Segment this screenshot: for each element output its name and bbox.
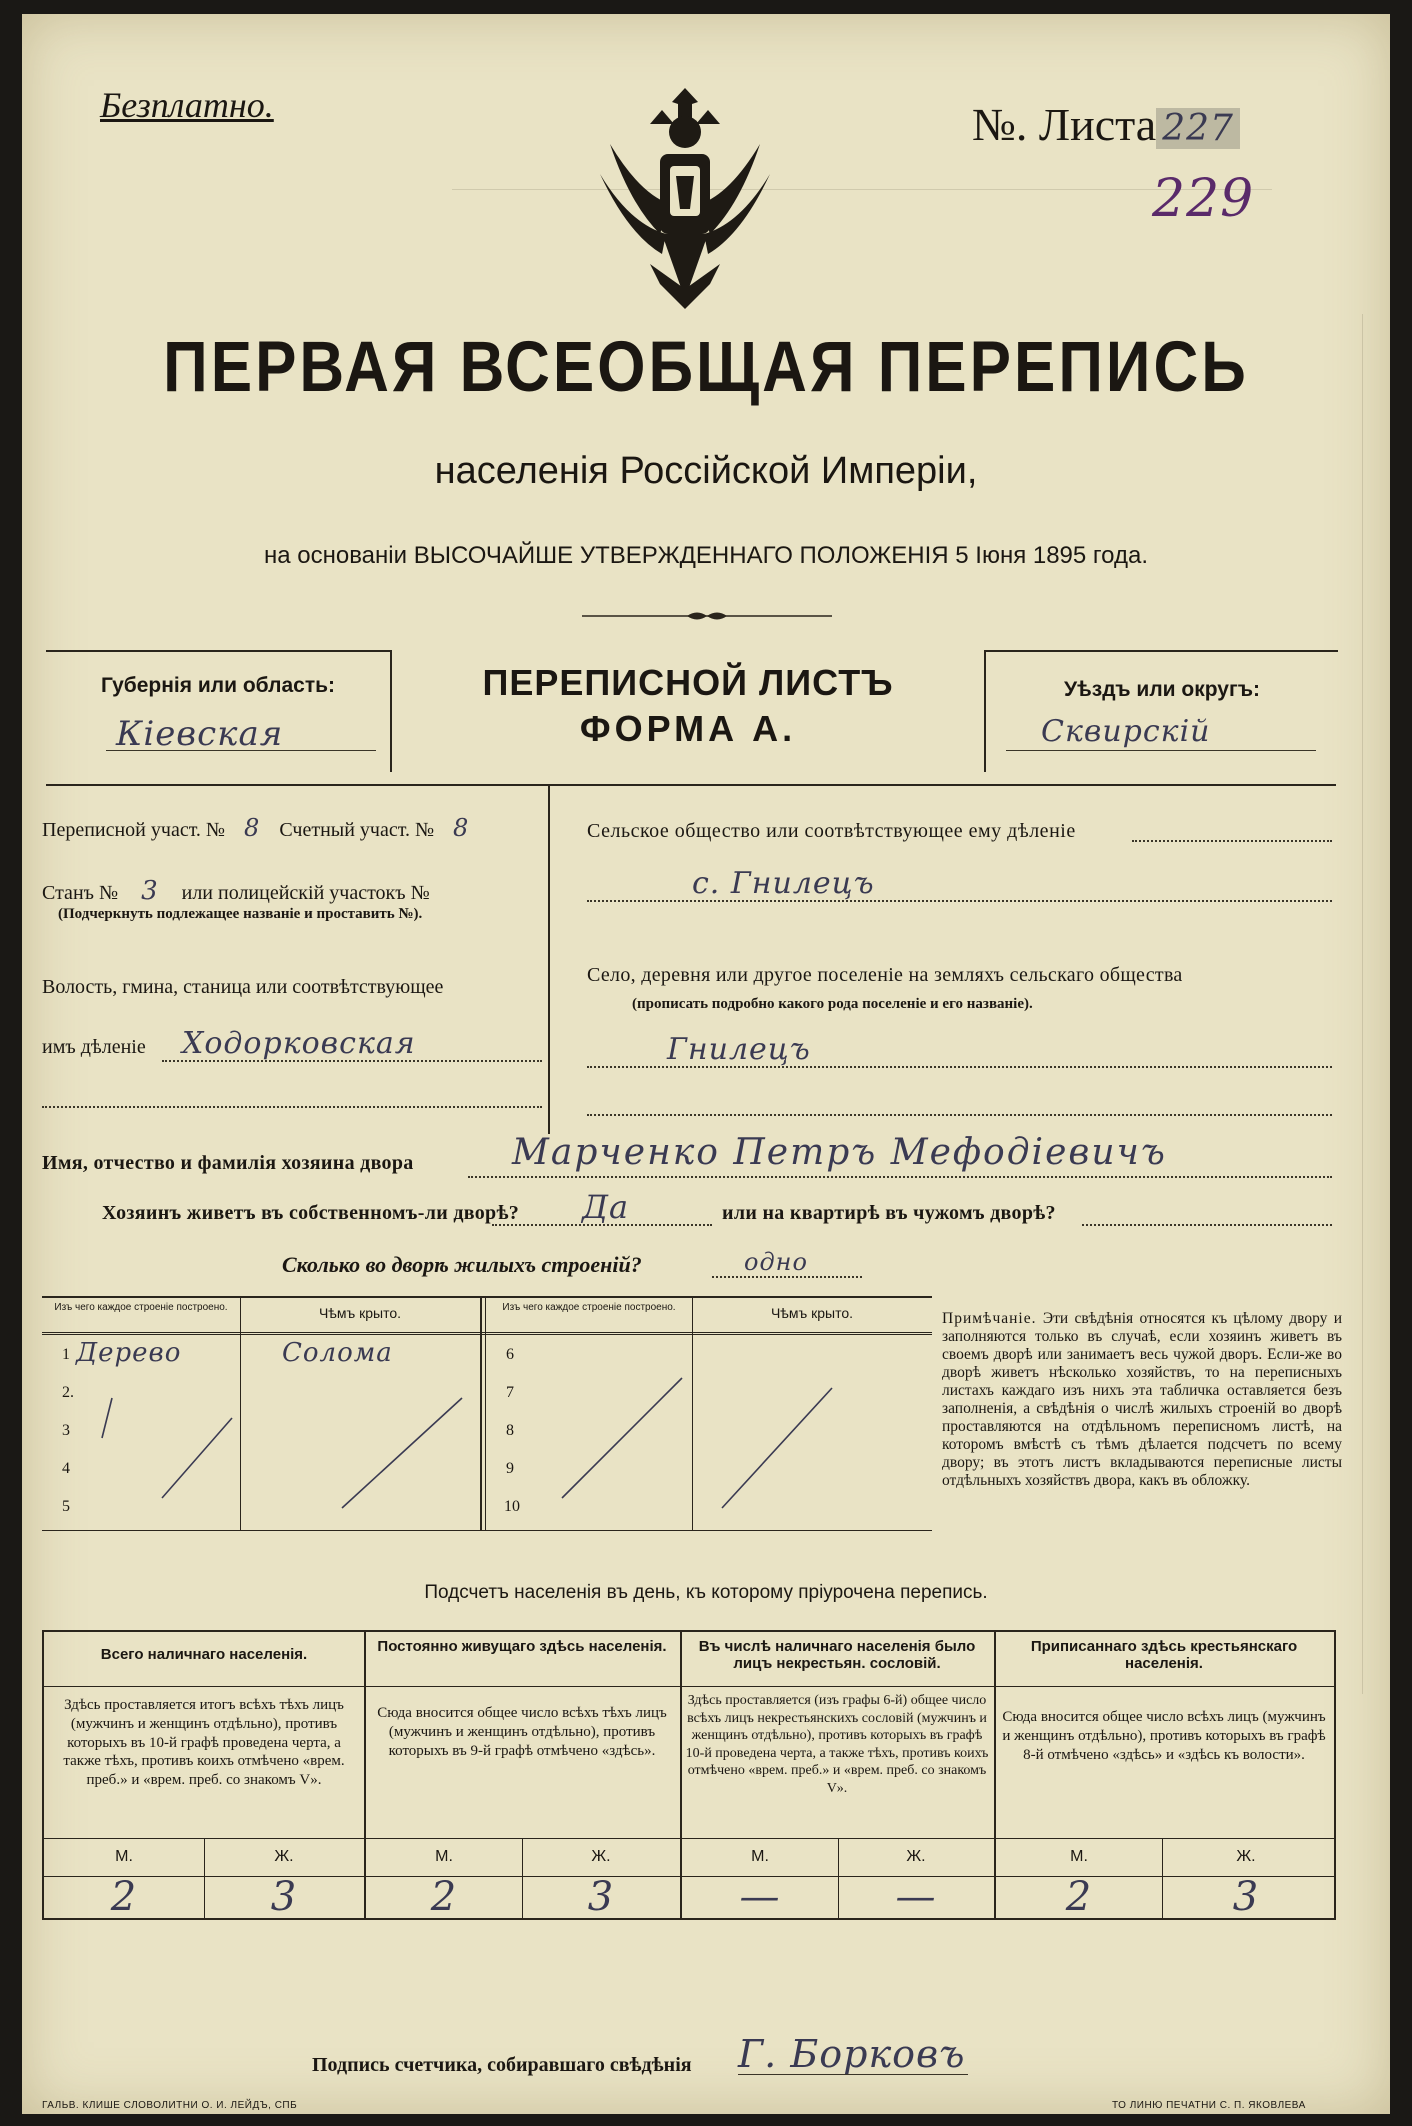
group-desc: Сюда вносится общее число всѣхъ тѣхъ лицъ (мужчинъ и женщинъ отдѣльно), противъ которыхъ въ 9-й графѣ отмѣчено «здѣсь». bbox=[377, 1705, 667, 1759]
form-title-box bbox=[392, 650, 984, 770]
buildings-value: одно bbox=[744, 1248, 808, 1276]
sheet-number-hand: 229 bbox=[1152, 169, 1255, 229]
free-label: Безплатно. bbox=[100, 85, 274, 125]
male-value: 2 bbox=[110, 1874, 138, 1920]
owner-underline bbox=[468, 1176, 1332, 1178]
row-number: 8 bbox=[506, 1422, 514, 1439]
village-underline bbox=[587, 1066, 1332, 1068]
bleed-through bbox=[452, 189, 1272, 329]
group-desc: Здѣсь проставляется итогъ всѣхъ тѣхъ лицъ (мужчинъ и женщинъ отдѣльно), противъ которыхъ въ 10-й графѣ проведена черта, а также тѣхъ, противъ коихъ отмѣчено «врем. преб.» и «врем. преб. со знакомъ V». bbox=[63, 1697, 345, 1788]
village-underline-2 bbox=[587, 1114, 1332, 1116]
right-roof-head: Чѣмъ крыто. bbox=[770, 1305, 854, 1321]
row-number: 9 bbox=[506, 1460, 514, 1477]
sheet-number-label bbox=[972, 98, 1240, 151]
row-number: 2. bbox=[62, 1384, 74, 1401]
uezd-box bbox=[984, 650, 1338, 772]
signature-label: Подпись счетчика, собиравшаго свѣдѣнія bbox=[312, 2054, 692, 2076]
totals-head-rule bbox=[44, 1686, 1334, 1687]
totals-title: Подсчетъ населенія въ день, къ которому пріурочена перепись. bbox=[424, 1582, 988, 1603]
volost-label-2: имъ дѣленіе bbox=[42, 1036, 146, 1058]
owner-value: Марченко Петръ Мефодіевичъ bbox=[512, 1132, 1167, 1173]
female-value: 3 bbox=[1232, 1874, 1260, 1920]
group-head: Постоянно живущаго здѣсь населенія. bbox=[377, 1638, 667, 1655]
row-number: 4 bbox=[62, 1460, 70, 1477]
uezd-underline bbox=[1006, 750, 1316, 751]
census-district-label: Переписной участ. № bbox=[42, 819, 226, 841]
signature-underline bbox=[738, 2074, 968, 2075]
male-label: М. bbox=[1070, 1848, 1088, 1865]
form-type: ФОРМА А. bbox=[579, 708, 797, 749]
stan-label: Станъ № bbox=[42, 882, 119, 904]
right-material-head: Изъ чего каждое строеніе построено. bbox=[502, 1302, 676, 1313]
district-line bbox=[42, 814, 483, 842]
buildings-underline bbox=[712, 1276, 862, 1278]
group-head: Всего наличнаго населенія. bbox=[100, 1646, 308, 1663]
volost-label: Волость, гмина, станица или соотвѣтствующее bbox=[42, 976, 444, 998]
female-label: Ж. bbox=[1236, 1848, 1256, 1865]
stan-note: (Подчеркнуть подлежащее названіе и проставить №). bbox=[58, 906, 423, 922]
row-number: 5 bbox=[62, 1498, 70, 1515]
volost-underline-2 bbox=[42, 1106, 542, 1108]
gubernia-underline bbox=[106, 750, 376, 751]
count-district-value: 8 bbox=[453, 814, 470, 842]
volost-underline bbox=[162, 1060, 542, 1062]
female-label: Ж. bbox=[591, 1848, 611, 1865]
rented-label: или на квартирѣ въ чужомъ дворѣ? bbox=[722, 1202, 1056, 1224]
stan-value: 3 bbox=[141, 876, 159, 906]
village-label: Село, деревня или другое поселеніе на земляхъ сельскаго общества bbox=[587, 964, 1183, 986]
male-label: М. bbox=[435, 1848, 453, 1865]
ornament-divider bbox=[582, 608, 832, 622]
row-number: 7 bbox=[506, 1384, 514, 1401]
stan-line bbox=[42, 876, 430, 906]
census-district-value: 8 bbox=[244, 814, 261, 842]
gubernia-label: Губернія или область: bbox=[100, 674, 336, 697]
village-value: Гнилецъ bbox=[667, 1032, 811, 1067]
bleed-through-line bbox=[1362, 314, 1363, 1694]
left-roof-head: Чѣмъ крыто. bbox=[318, 1305, 402, 1321]
census-sheet bbox=[22, 14, 1390, 2114]
female-label: Ж. bbox=[274, 1848, 294, 1865]
totals-mf-rule bbox=[44, 1838, 1334, 1839]
female-label: Ж. bbox=[906, 1848, 926, 1865]
group-head: Приписаннаго здѣсь крестьянскаго населенія. bbox=[1030, 1638, 1298, 1672]
volost-value: Ходорковская bbox=[182, 1026, 416, 1061]
own-yard-label: Хозяинъ живетъ въ собственномъ-ли дворѣ? bbox=[102, 1202, 520, 1224]
totals-table bbox=[42, 1630, 1336, 1920]
row-number: 3 bbox=[62, 1422, 70, 1439]
row-material: Дерево bbox=[76, 1338, 182, 1368]
page-subtitle: населенія Россійской Имперіи, bbox=[434, 450, 978, 492]
female-value: 3 bbox=[587, 1874, 615, 1920]
gubernia-box bbox=[46, 650, 392, 772]
section-rule bbox=[46, 784, 1336, 786]
owner-label: Имя, отчество и фамилія хозяина двора bbox=[42, 1152, 414, 1174]
left-material-head: Изъ чего каждое строеніе построено. bbox=[54, 1302, 228, 1313]
buildings-table bbox=[42, 1296, 932, 1531]
note-text: Эти свѣдѣнія относятся къ цѣлому двору и заполняются только въ случаѣ, если хозяинъ живетъ въ своемъ дворѣ или занимаетъ весь чужой дворъ. Если-же во дворѣ живетъ нѣсколько хозяйствъ, то на переписныхъ листахъ каждаго изъ нихъ эта табличка оставляется безъ заполненія, а свѣдѣнія о числѣ жилыхъ строеній во дворѣ проставляются на отдѣльномъ переписномъ листѣ, на которомъ вмѣстѣ съ тѣмъ дѣлается подсчетъ по всему двору; въ этотъ листъ вкладываются переписные листы отдѣльныхъ хозяйствъ двора, какъ въ обложку. bbox=[942, 1310, 1343, 1489]
male-value: 2 bbox=[1065, 1874, 1093, 1920]
male-value: — bbox=[739, 1874, 781, 1920]
form-name: ПЕРЕПИСНОЙ ЛИСТЪ bbox=[482, 662, 894, 703]
row-number: 10 bbox=[504, 1498, 520, 1515]
group-head: Въ числѣ наличнаго населенія было лицъ некрестьян. сословій. bbox=[698, 1638, 976, 1672]
uezd-label: Уѣздъ или округъ: bbox=[1063, 678, 1261, 701]
page-title: ПЕРВАЯ ВСЕОБЩАЯ ПЕРЕПИСЬ bbox=[163, 327, 1249, 408]
gubernia-value: Кіевская bbox=[116, 714, 284, 754]
female-value: — bbox=[895, 1874, 937, 1920]
printer-right: ТО ЛИНЮ ПЕЧАТНИ С. П. ЯКОВЛЕВА bbox=[1112, 2100, 1306, 2111]
rented-underline bbox=[1082, 1224, 1332, 1226]
note-lead: Примѣчаніе. bbox=[942, 1310, 1037, 1327]
police-label: или полицейскій участокъ № bbox=[181, 882, 430, 904]
male-value: 2 bbox=[430, 1874, 458, 1920]
sheet-label: №. Листа bbox=[972, 99, 1157, 150]
count-district-label: Счетный участ. № bbox=[279, 819, 435, 841]
own-yard-value: Да bbox=[582, 1188, 630, 1226]
eagle-emblem-icon bbox=[590, 84, 780, 314]
row-roof: Солома bbox=[282, 1338, 393, 1368]
society-value: с. Гнилецъ bbox=[692, 866, 875, 901]
row-number: 6 bbox=[506, 1346, 514, 1363]
own-yard-underline bbox=[492, 1224, 712, 1226]
signature-value: Г. Борковъ bbox=[738, 2032, 966, 2076]
note-block bbox=[942, 1310, 1342, 1490]
male-label: М. bbox=[115, 1848, 133, 1865]
uezd-value: Сквирскій bbox=[1041, 714, 1211, 749]
buildings-label: Сколько во дворѣ жилыхъ строеній? bbox=[282, 1252, 642, 1277]
row-number: 1 bbox=[62, 1346, 70, 1363]
village-note: (прописать подробно какого рода поселеніе и его названіе). bbox=[632, 996, 1033, 1012]
group-desc: Здѣсь проставляется (изъ графы 6-й) общее число всѣхъ лицъ некрестьянскихъ сословій (мужчинъ и женщинъ отдѣльно), противъ которыхъ въ графѣ 10-й проведена черта, а также тѣхъ, противъ коихъ отмѣчено «врем. преб.» и «врем. преб. со знакомъ V». bbox=[685, 1693, 989, 1796]
society-label: Сельское общество или соотвѣтствующее ему дѣленіе bbox=[587, 820, 1076, 842]
printer-left: ГАЛЬВ. КЛИШЕ СЛОВОЛИТНИ О. И. ЛЕЙДЪ, СПБ bbox=[42, 2100, 298, 2111]
society-underline-2 bbox=[587, 900, 1332, 902]
cancel-strokes bbox=[42, 1298, 932, 1530]
group-desc: Сюда вносится общее число всѣхъ лицъ (мужчинъ и женщинъ отдѣльно), противъ которыхъ въ графѣ 8-й отмѣчено «здѣсь» и «здѣсь къ волости». bbox=[1002, 1709, 1326, 1763]
society-underline bbox=[1132, 840, 1332, 842]
column-divider bbox=[548, 786, 550, 1134]
legal-basis: на основаніи ВЫСОЧАЙШЕ УТВЕРЖДЕННАГО ПОЛОЖЕНІЯ 5 Іюня 1895 года. bbox=[263, 542, 1148, 569]
male-label: М. bbox=[751, 1848, 769, 1865]
sheet-number-print: 227 bbox=[1156, 108, 1240, 149]
female-value: 3 bbox=[270, 1874, 298, 1920]
